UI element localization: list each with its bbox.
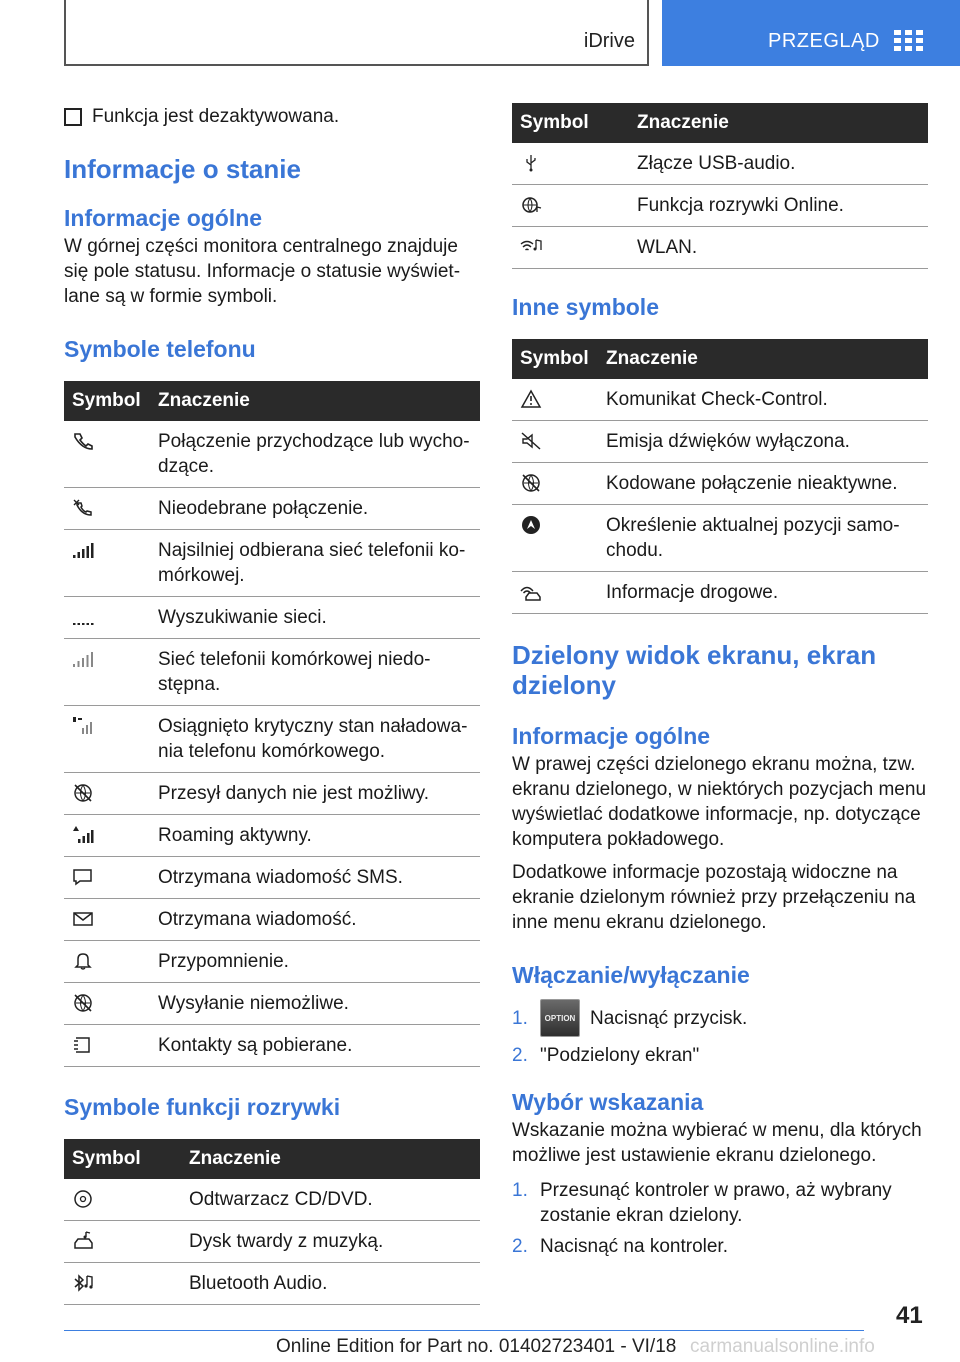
row-text: Odtwarzacz CD/DVD.	[181, 1179, 480, 1221]
position-icon	[520, 515, 542, 535]
cd-icon	[72, 1189, 94, 1209]
row-text: Dysk twardy z muzyką.	[181, 1221, 480, 1263]
phone-call-icon	[72, 431, 94, 451]
table-row	[512, 505, 928, 572]
online-entertainment-icon	[520, 195, 542, 215]
heading-entertainment-symbols: Symbole funkcji rozrywki	[64, 1094, 341, 1120]
table-row	[512, 572, 928, 614]
row-text: Wyszukiwanie sieci.	[150, 597, 480, 639]
row-text: Najsilniej odbierana sieć telefonii komórkowej.	[150, 530, 480, 597]
disabled-note	[64, 106, 480, 128]
table-row	[512, 185, 928, 227]
header-section-label: iDrive	[583, 30, 635, 52]
battery-low-icon	[72, 716, 94, 736]
usb-icon	[520, 153, 542, 173]
table-row	[64, 639, 480, 706]
col-symbol: Symbol	[64, 1139, 181, 1179]
section-title-status: Informacje o stanie	[64, 154, 301, 184]
missed-call-icon	[72, 498, 94, 518]
step-text: Przesunąć kontroler w prawo, aż wybrany zostanie ekran dzielony.	[540, 1180, 892, 1226]
heading-phone-symbols: Symbole telefonu	[64, 336, 256, 362]
step-number: 2.	[512, 1045, 528, 1066]
row-text: Nieodebrane połączenie.	[150, 488, 480, 530]
col-symbol: Symbol	[512, 103, 629, 143]
row-text: Określenie aktualnej pozycji samochodu.	[598, 505, 928, 572]
table-row	[64, 1221, 480, 1263]
col-meaning: Znaczenie	[598, 339, 928, 379]
col-meaning: Znaczenie	[181, 1139, 480, 1179]
list-item	[512, 1234, 928, 1259]
header-chapter-label: PRZEGLĄD	[768, 30, 880, 52]
table-row	[512, 227, 928, 269]
list-item	[512, 1043, 928, 1068]
mute-icon	[520, 431, 542, 451]
footer-divider	[64, 1330, 864, 1331]
row-text: Bluetooth Audio.	[181, 1263, 480, 1305]
signal-empty-icon	[72, 649, 94, 669]
row-text: Sieć telefonii komórkowej niedostępna.	[150, 639, 480, 706]
table-row	[64, 530, 480, 597]
sms-icon	[72, 867, 94, 887]
bluetooth-audio-icon	[72, 1273, 94, 1293]
grid-menu-icon[interactable]	[894, 30, 922, 52]
select-steps	[512, 1178, 928, 1259]
row-text: Przypomnienie.	[150, 941, 480, 983]
list-item	[512, 1178, 928, 1228]
table-row	[64, 597, 480, 639]
on-off-steps	[512, 999, 928, 1068]
col-symbol: Symbol	[512, 339, 598, 379]
split-general-text-2: Dodatkowe informacje pozostają widoczne na ekranie dzielonym również przy przełączeniu na inne menu ekranu dzielonego.	[512, 862, 916, 933]
table-row	[64, 1263, 480, 1305]
warning-triangle-icon	[520, 389, 542, 409]
row-text: Osiągnięto krytyczny stan naładowania telefonu komórkowego.	[150, 706, 480, 773]
entertainment-symbols-table	[64, 1139, 480, 1305]
row-text: Kontakty są pobierane.	[150, 1025, 480, 1067]
row-text: Otrzymana wiadomość SMS.	[150, 857, 480, 899]
header-section-box	[64, 0, 649, 66]
heading-split-general: Informacje ogólne	[512, 723, 711, 749]
row-text: Przesył danych nie jest możliwy.	[150, 773, 480, 815]
table-row	[64, 488, 480, 530]
envelope-icon	[72, 909, 94, 929]
contacts-download-icon	[72, 1035, 94, 1055]
step-number: 1.	[512, 1180, 528, 1201]
table-row	[64, 899, 480, 941]
roaming-icon	[72, 825, 94, 845]
table-row	[64, 1025, 480, 1067]
row-text: Wysyłanie niemożliwe.	[150, 983, 480, 1025]
row-text: Funkcja rozrywki Online.	[629, 185, 928, 227]
bell-icon	[72, 951, 94, 971]
heading-general-info: Informacje ogólne	[64, 205, 263, 231]
encryption-off-icon	[520, 473, 542, 493]
wlan-icon	[520, 237, 542, 257]
split-general-text-1: W prawej części dzielonego ekranu można, tzw. ekranu dzielonego, w niektórych pozycjach menu wyświetlać dodatkowe informacje, np. dotyczące komputera pokładowego.	[512, 754, 927, 850]
row-text: Roaming aktywny.	[150, 815, 480, 857]
page-number: 41	[896, 1302, 923, 1329]
table-row	[512, 379, 928, 421]
watermark: carmanualsonline.info	[690, 1336, 875, 1357]
header-chapter-tab[interactable]	[662, 0, 960, 66]
signal-full-icon	[72, 540, 94, 560]
table-row	[64, 1179, 480, 1221]
step-text: Nacisnąć przycisk.	[590, 1007, 748, 1029]
row-text: Emisja dźwięków wyłączona.	[598, 421, 928, 463]
step-text: "Podzielony ekran"	[540, 1045, 700, 1066]
table-row	[64, 706, 480, 773]
list-item	[512, 999, 928, 1037]
step-number: 2.	[512, 1236, 528, 1257]
col-meaning: Znaczenie	[629, 103, 928, 143]
checkbox-empty-icon	[64, 108, 82, 126]
left-column	[64, 100, 480, 1305]
table-row	[512, 421, 928, 463]
table-row	[64, 983, 480, 1025]
usb-symbols-table	[512, 103, 928, 269]
row-text: Komunikat Check-Control.	[598, 379, 928, 421]
heading-other-symbols: Inne symbole	[512, 294, 659, 320]
step-number: 1.	[512, 1007, 528, 1029]
row-text: WLAN.	[629, 227, 928, 269]
data-disabled-icon	[72, 783, 94, 803]
heading-select-display: Wybór wskazania	[512, 1089, 704, 1115]
send-disabled-icon	[72, 993, 94, 1013]
traffic-info-icon	[520, 582, 542, 602]
table-row	[64, 773, 480, 815]
table-row	[64, 421, 480, 488]
footer-edition: Online Edition for Part no. 01402723401 - VI/18	[276, 1336, 677, 1357]
step-text: Nacisnąć na kontroler.	[540, 1236, 728, 1257]
col-meaning: Znaczenie	[150, 381, 480, 421]
other-symbols-table	[512, 339, 928, 614]
table-row	[64, 941, 480, 983]
heading-on-off: Włączanie/wyłączanie	[512, 962, 750, 988]
col-symbol: Symbol	[64, 381, 150, 421]
row-text: Złącze USB-audio.	[629, 143, 928, 185]
network-search-icon	[72, 607, 94, 627]
hard-disk-music-icon	[72, 1231, 94, 1251]
table-row	[64, 857, 480, 899]
general-info-text: W górnej części monitora centralnego znajduje się pole statusu. Informacje o statusie wyświetlane są w formie symboli.	[64, 236, 461, 307]
table-row	[512, 463, 928, 505]
phone-symbols-table	[64, 381, 480, 1067]
section-title-split-screen: Dzielony widok ekranu, ekran dzielony	[512, 640, 877, 700]
select-display-text: Wskazanie można wybierać w menu, dla których możliwe jest ustawienie ekranu dzielonego.	[512, 1120, 922, 1166]
option-button-icon[interactable]: OPTION	[540, 999, 580, 1037]
row-text: Informacje drogowe.	[598, 572, 928, 614]
row-text: Otrzymana wiadomość.	[150, 899, 480, 941]
disabled-note-text: Funkcja jest dezaktywowana.	[92, 106, 340, 127]
table-row	[512, 143, 928, 185]
row-text: Kodowane połączenie nieaktywne.	[598, 463, 928, 505]
table-row	[64, 815, 480, 857]
row-text: Połączenie przychodzące lub wychodzące.	[150, 421, 480, 488]
right-column	[512, 103, 928, 1265]
